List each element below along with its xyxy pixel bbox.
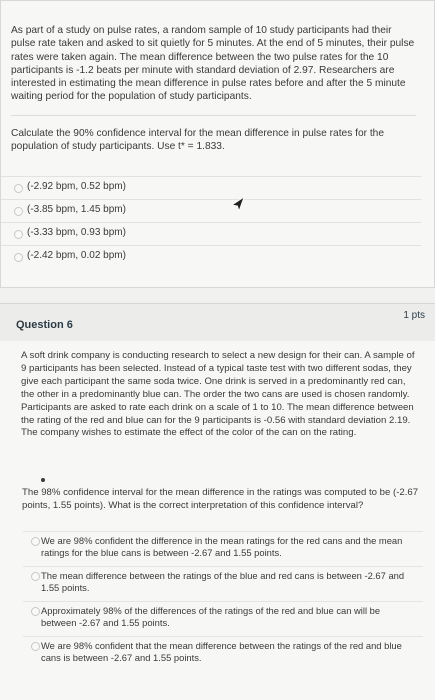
answer-option-3[interactable] — [23, 601, 423, 637]
question-6-prompt: The 98% confidence interval for the mean difference in the ratings was computed to be (-2.67 points, 1.55 points). What is the correct interpretation of this confidence interval? — [22, 487, 419, 511]
question-5-prompt: Calculate the 90% confidence interval for the mean difference in pulse rates for the population of study participants. Use t* = 1.833. — [11, 128, 385, 153]
answer-label: (-3.33 bpm, 0.93 bpm) — [27, 227, 126, 238]
divider — [11, 115, 416, 116]
answer-option-1[interactable] — [23, 531, 423, 567]
radio-button[interactable] — [14, 207, 23, 216]
answer-label: (-2.92 bpm, 0.52 bpm) — [27, 181, 126, 192]
question-points: 1 pts — [403, 310, 425, 321]
answer-option-1[interactable] — [1, 176, 421, 200]
answer-option-2[interactable] — [1, 199, 421, 223]
answer-label: (-3.85 bpm, 1.45 bpm) — [27, 204, 126, 215]
answer-option-4[interactable] — [23, 636, 423, 672]
radio-button[interactable] — [31, 607, 40, 616]
answer-label: Approximately 98% of the differences of the ratings of the red and blue can will be between -2.67 and 1.55 points. — [41, 605, 381, 628]
answer-option-2[interactable] — [23, 566, 423, 602]
question-title: Question 6 — [16, 319, 73, 331]
radio-button[interactable] — [31, 537, 40, 546]
answer-label: We are 98% confident the difference in the mean ratings for the red cans and the mean ratings for the blue cans is between -2.67 and 1.55 points. — [41, 535, 403, 558]
answer-label: We are 98% confident that the mean difference between the ratings of the red and blue cans is between -2.67 and 1.55 points. — [41, 640, 402, 663]
mouse-pointer-icon — [231, 196, 245, 212]
question-6-body — [0, 341, 435, 700]
bullet-dot — [41, 478, 45, 482]
radio-button[interactable] — [31, 642, 40, 651]
radio-button[interactable] — [14, 230, 23, 239]
radio-button[interactable] — [31, 572, 40, 581]
answer-option-4[interactable] — [1, 245, 421, 269]
answer-label: (-2.42 bpm, 0.02 bpm) — [27, 250, 126, 261]
radio-button[interactable] — [14, 253, 23, 262]
question-5-scenario: As part of a study on pulse rates, a random sample of 10 study participants had their pulse rate taken and asked to sit quietly for 5 minutes. At the end of 5 minutes, their pulse rates were taken again. The mean difference between the two pulse rates for the 10 participants is -1.2 beats per minute with standard deviation of 2.97. Researchers are interested in estimating the mean difference in pulse rates before and after the 5 minute waiting period for the population of study participants. — [11, 25, 415, 103]
radio-button[interactable] — [14, 184, 23, 193]
question-5-card — [0, 0, 435, 288]
answer-option-3[interactable] — [1, 222, 421, 246]
question-6-header — [0, 303, 435, 342]
question-6-scenario: A soft drink company is conducting research to select a new design for their can. A sample of 9 participants has been selected. Instead of a typical taste test with two different sodas, they give each participant the same soda twice. One drink is served in a predominantly red can, the other in a predominantly blue can. The order the two cans are used is chosen randomly. Participants are asked to rate each drink on a scale of 1 to 10. The mean difference between the rating of the red and blue can for the 9 participants is -0.56 with standard deviation 2.19. The company wishes to estimate the effect of the color of the can on the rating. — [21, 350, 415, 439]
answer-label: The mean difference between the ratings of the blue and red cans is between -2.67 and 1.55 points. — [41, 570, 405, 593]
